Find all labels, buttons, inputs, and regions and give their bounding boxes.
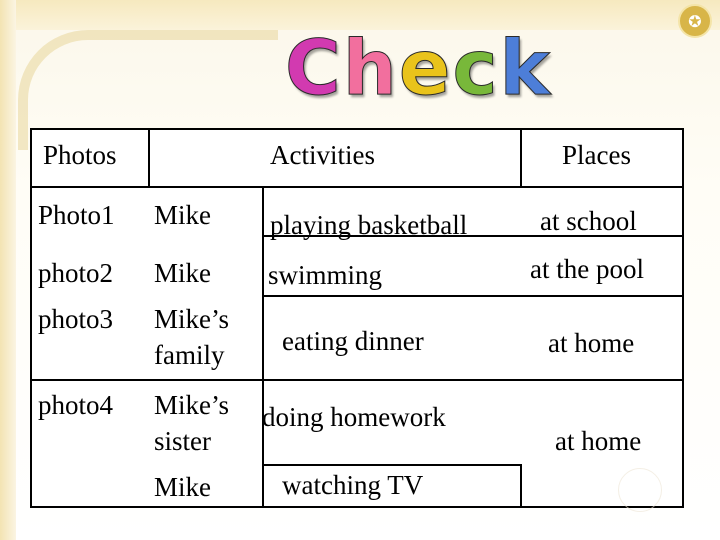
row3-place: at home [548,328,635,358]
row5-activity: watching TV [282,470,424,500]
row1-photo: Photo1 [38,200,115,230]
logo-icon: ✪ [678,4,712,38]
col-divider-body-left [262,186,264,506]
title-letter-1: C [285,23,343,112]
row-divider-4 [262,464,522,466]
row-divider-2 [262,295,682,297]
left-decor-band [0,0,16,540]
header-places: Places [562,140,631,170]
row3-person-line2: family [154,340,225,370]
header-photos: Photos [43,140,117,170]
check-table [30,128,684,508]
row2-activity: swimming [268,260,383,290]
watermark-icon [618,468,662,512]
row2-place: at the pool [530,254,644,284]
row5-person: Mike [154,472,211,502]
row1-activity: playing basketball [270,210,468,240]
col-divider-body-right [520,464,522,506]
row1-person: Mike [154,200,211,230]
row3-person-line1: Mike’s [154,304,230,334]
row2-person: Mike [154,258,211,288]
title-letter-2: h [342,23,399,112]
header-activities: Activities [270,140,375,170]
row3-photo: photo3 [38,304,114,334]
row4-photo: photo4 [38,390,114,420]
col-divider-activities [520,130,522,186]
title-letter-4: c [452,23,500,112]
row1-place: at school [540,206,637,236]
row-divider-3 [32,379,682,381]
row4-activity: doing homework [262,402,446,432]
page-title [285,23,553,112]
row4-person-line1: Mike’s [154,390,230,420]
col-divider-photos [148,130,150,186]
row4-person-line2: sister [154,426,211,456]
header-divider [32,186,682,188]
row3-activity: eating dinner [282,326,424,356]
title-letter-5: k [499,23,553,112]
title-letter-3: e [398,23,453,112]
row2-photo: photo2 [38,258,114,288]
row4-place: at home [555,426,642,456]
